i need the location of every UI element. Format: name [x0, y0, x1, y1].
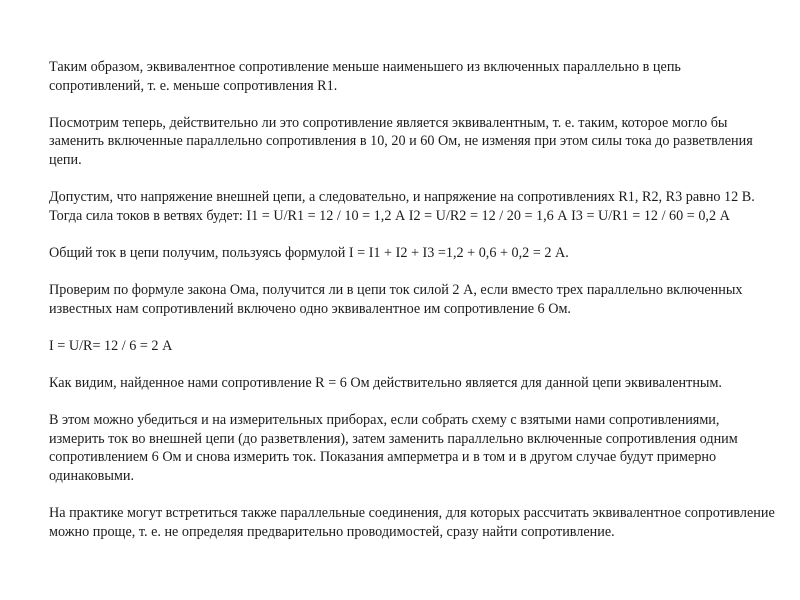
- paragraph-total-current: Общий ток в цепи получим, пользуясь формулой I = I1 + I2 + I3 =1,2 + 0,6 + 0,2 = 2 А.: [49, 244, 569, 261]
- document-body: [49, 58, 775, 541]
- paragraph-practice: На практике могут встретиться также параллельные соединения, для которых рассчитать эквивалентное сопротивление можно проще, т. е. не определяя предварительно проводимостей, сразу найти сопротивление.: [49, 505, 775, 540]
- paragraph-equivalent-less: Таким образом, эквивалентное сопротивление меньше наименьшего из включенных параллельно в цепь сопротивлений, т. е. меньше сопротивления R1.: [49, 59, 681, 94]
- paragraph-branch-currents: Допустим, что напряжение внешней цепи, а следовательно, и напряжение на сопротивлениях R1, R2, R3 равно 12 В. Тогда сила токов в ветвях будет: I1 = U/R1 = 12 / 10 = 1,2 А I2 = U/R2 = 12 / 20 = 1,6 А I3 = U/R1 = 12 / 60 = 0,2 А: [49, 189, 755, 224]
- paragraph-measurement: В этом можно убедиться и на измерительных приборах, если собрать схему с взятыми нами сопротивлениями, измерить ток во внешней цепи (до разветвления), затем заменить параллельно включенные сопротивления одним сопротивлением 6 Ом и снова измерить ток. Показания амперметра и в том и в другом случае будут примерно одинаковыми.: [49, 412, 738, 485]
- paragraph-conclusion: Как видим, найденное нами сопротивление R = 6 Ом действительно является для данной цепи эквивалентным.: [49, 375, 722, 392]
- paragraph-formula: I = U/R= 12 / 6 = 2 А: [49, 337, 173, 354]
- paragraph-ohm-law-check: Проверим по формуле закона Ома, получится ли в цепи ток силой 2 А, если вместо трех параллельно включенных известных нам сопротивлений включено одно эквивалентное им сопротивление 6 Ом.: [49, 282, 743, 317]
- paragraph-check-equivalent: Посмотрим теперь, действительно ли это сопротивление является эквивалентным, т. е. таким, которое могло бы заменить включенные параллельно сопротивления в 10, 20 и 60 Ом, не изменяя при этом силы тока до разветвления цепи.: [49, 114, 753, 168]
